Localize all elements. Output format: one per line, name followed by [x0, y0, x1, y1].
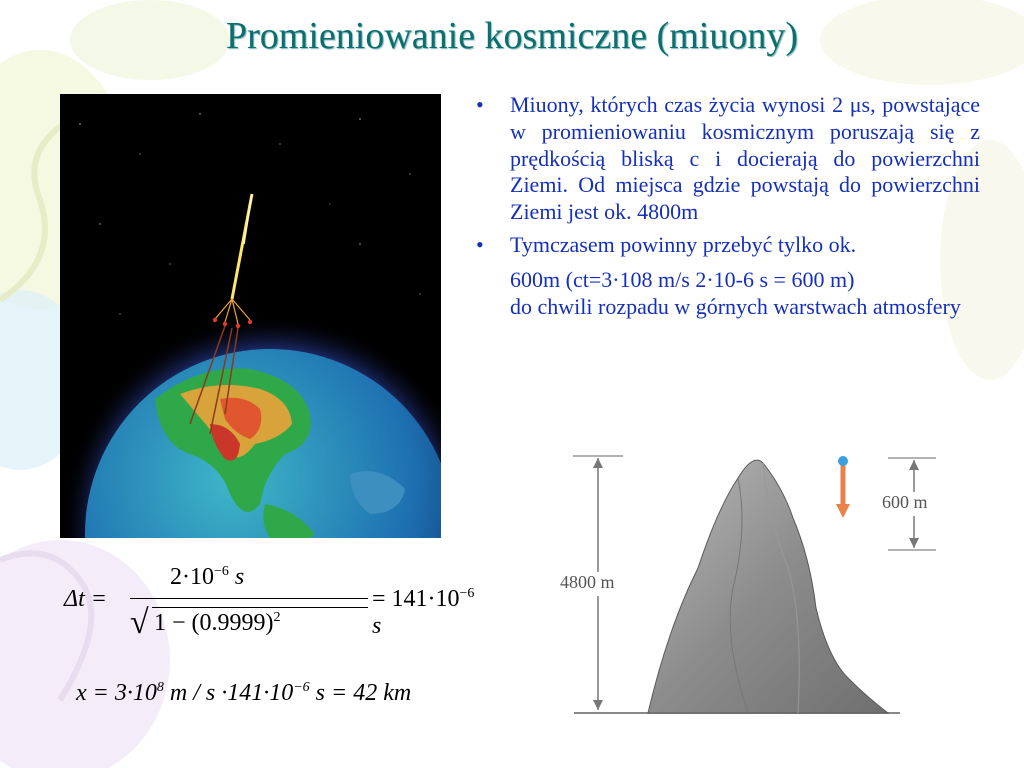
time-dilation-formula: [60, 560, 480, 650]
fraction-bar: [130, 598, 368, 599]
distance-formula: $x = 3\cdot 10^8$ $m / s \cdot 141\cdot 10^{-6}$ s = 42 km: [76, 680, 412, 706]
height-label: 4800 m: [560, 572, 615, 592]
slide-title: Promieniowanie kosmiczne (miuony): [226, 15, 798, 57]
bullet-item-expected-distance: [476, 232, 980, 259]
formula-numerator: $2\cdot 10^{-6}$ s: [170, 564, 245, 590]
formula-denominator: $1 - (0.9999)^2$: [154, 610, 281, 636]
bullet-marker: •: [476, 232, 484, 258]
bullet-text: Miuony, których czas życia wynosi 2 μs, powstające w promieniowaniu kosmicznym poruszają się z prędkością bliską c i docierają do powierzchni Ziemi. Od miejsca gdzie powstają do powierzchni Ziemi jest ok. 4800m: [510, 92, 980, 225]
earth-cosmic-ray-image: [60, 94, 441, 538]
bullet-marker: •: [476, 92, 484, 117]
sqrt-sign: √: [130, 604, 149, 641]
formula-lhs: Δt =: [64, 586, 107, 612]
decay-distance-label: 600 m: [882, 492, 928, 512]
formula-rhs: = $141\cdot 10^{-6}$ s: [372, 586, 475, 639]
bullet-item-muon-lifetime: [476, 92, 980, 226]
bullet-list: [476, 92, 980, 321]
mountain-diagram: [548, 448, 948, 723]
bullet-text: Tymczasem powinny przebyć tylko ok.: [510, 232, 857, 258]
sqrt-bar: [152, 607, 368, 608]
continuation-line-1: 600m (ct=3·108 m/s 2·10-6 s = 600 m): [510, 266, 855, 292]
continuation-line-2: do chwili rozpadu w górnych warstwach atmosfery: [510, 293, 961, 319]
